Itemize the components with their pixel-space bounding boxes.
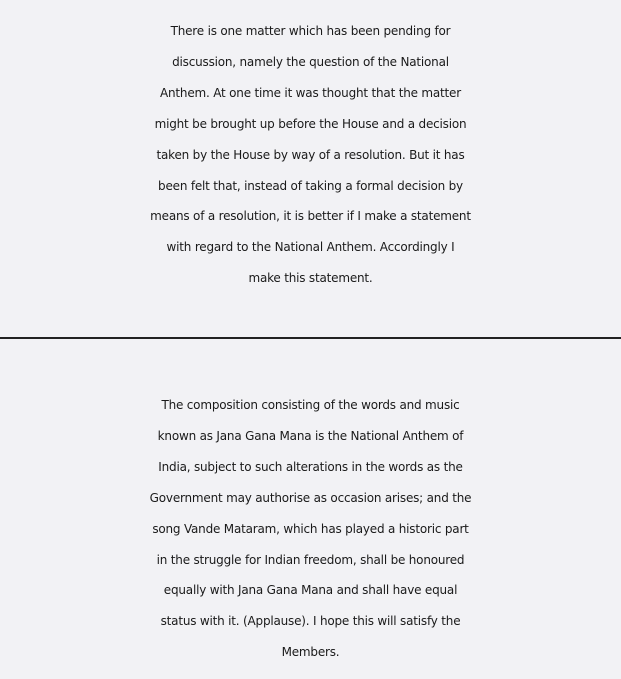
- paragraph-1-line: taken by the House by way of a resolution. But it has: [156, 147, 465, 162]
- paragraph-1-line: make this statement.: [248, 271, 373, 286]
- paragraph-2: [0, 390, 621, 668]
- paragraph-1-line: discussion, namely the question of the National: [172, 54, 449, 69]
- paragraph-2-line: song Vande Mataram, which has played a historic part: [152, 521, 469, 536]
- horizontal-divider: [0, 337, 621, 339]
- paragraph-2-line: The composition consisting of the words and music: [161, 398, 460, 412]
- paragraph-2-line: Members.: [281, 645, 340, 660]
- paragraph-1: [0, 16, 621, 294]
- paragraph-1-line: Anthem. At one time it was thought that the matter: [160, 85, 461, 100]
- paragraph-2-line: Government may authorise as occasion arises; and the: [149, 490, 472, 505]
- paragraph-2-line: equally with Jana Gana Mana and shall have equal: [163, 583, 458, 598]
- paragraph-1-line: There is one matter which has been pending for: [170, 24, 451, 38]
- paragraph-1-line: with regard to the National Anthem. Accordingly I: [166, 240, 455, 255]
- paragraph-2-line: in the struggle for Indian freedom, shall be honoured: [156, 552, 465, 567]
- paragraph-2-line: known as Jana Gana Mana is the National Anthem of: [157, 428, 464, 443]
- paragraph-1-line: might be brought up before the House and a decision: [154, 116, 467, 131]
- paragraph-2-line: India, subject to such alterations in the words as the: [158, 459, 463, 474]
- paragraph-1-line: been felt that, instead of taking a formal decision by: [158, 178, 463, 193]
- paragraph-2-line: status with it. (Applause). I hope this will satisfy the: [160, 614, 461, 629]
- paragraph-1-line: means of a resolution, it is better if I make a statement: [150, 209, 471, 224]
